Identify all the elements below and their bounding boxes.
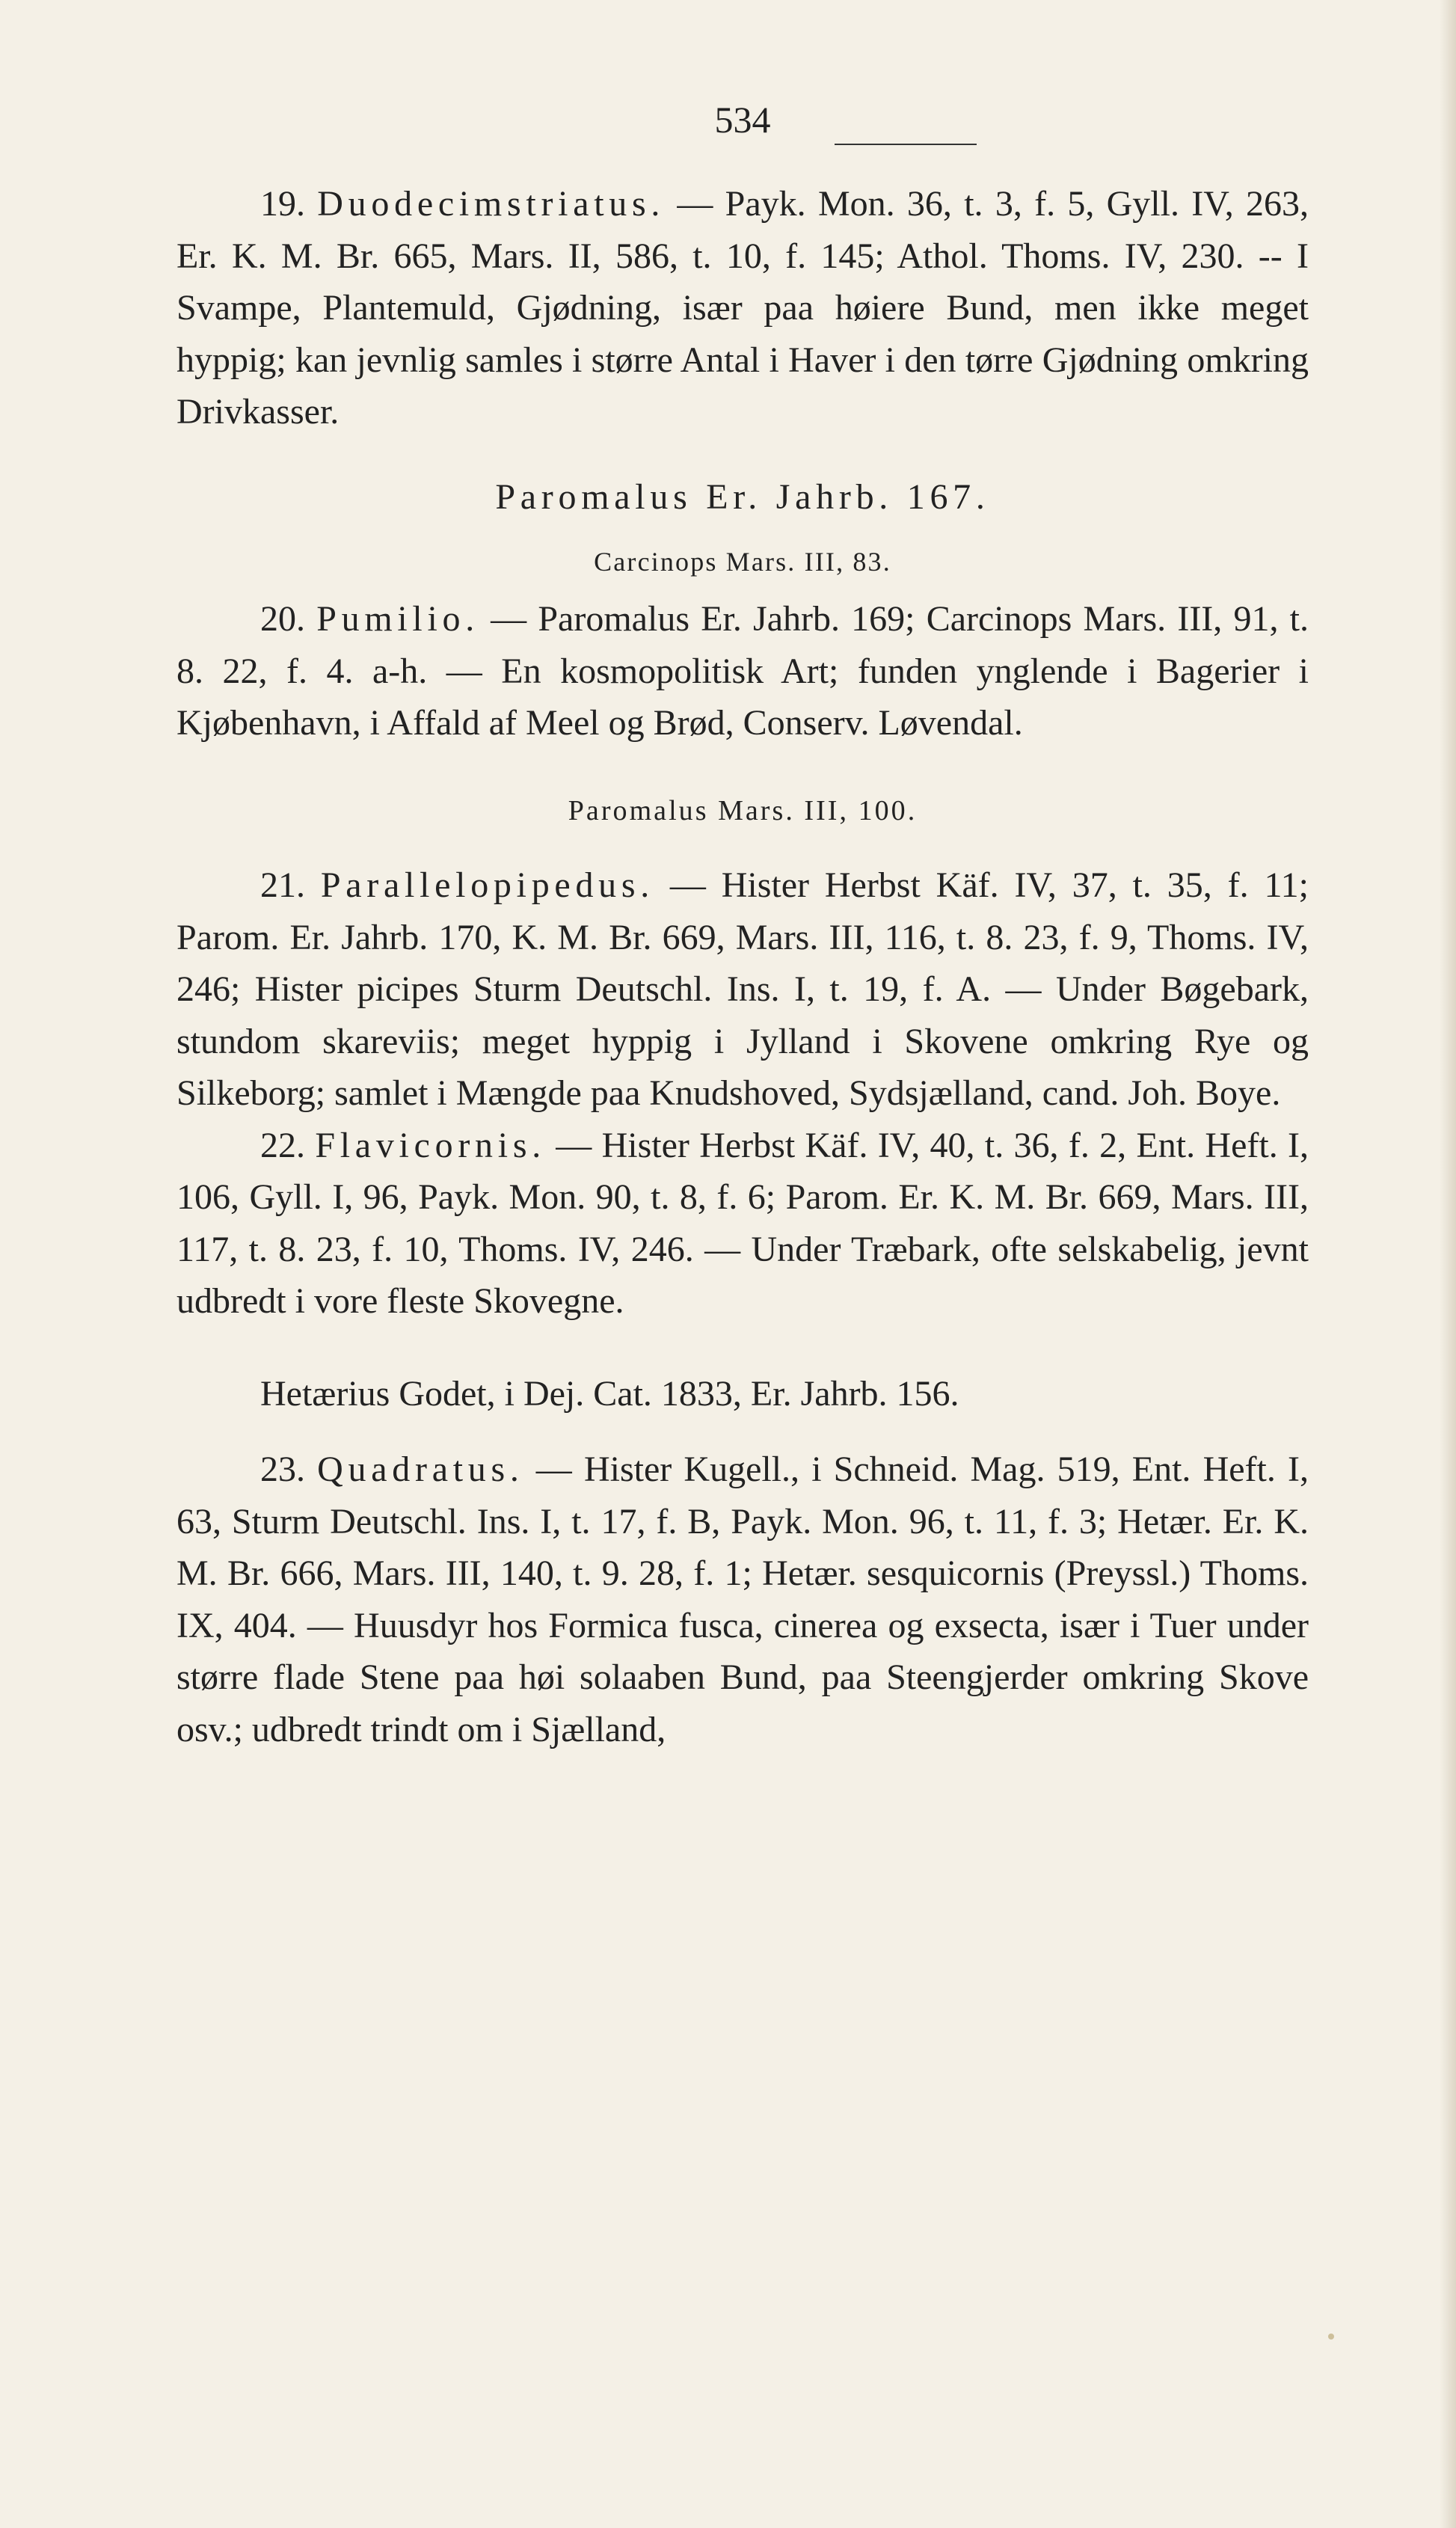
paper-speck: [1328, 2334, 1334, 2340]
species-name: Pumilio.: [316, 599, 479, 639]
entry-text: — Hister Herbst Käf. IV, 40, t. 36, f. 2, Ent. Heft. I, 106, Gyll. I, 96, Payk. Mon. 90, t. 8, f. 6; Parom. Er. K. M. Br. 669, Mars. III, 117, t. 8. 23, f. 10, Thoms. IV, 246. — Under Træbark, ofte selskabelig, jevnt udbredt i vore fleste Skovegne.: [176, 1125, 1309, 1321]
entry-text: — Hister Herbst Käf. IV, 37, t. 35, f. 11; Parom. Er. Jahrb. 170, K. M. Br. 669, Mars. III, 116, t. 8. 23, f. 9, Thoms. IV, 246; Hister picipes Sturm Deutschl. Ins. I, t. 19, f. A. — Under Bøgebark, stundom skareviis; meget hyppig i Jylland i Skovene omkring Rye og Silkeborg; samlet i Mængde paa Knudshoved, Sydsjælland, cand. Joh. Boye.: [176, 865, 1309, 1113]
genus-heading-hetaerius: Hetærius Godet, i Dej. Cat. 1833, Er. Jahrb. 156.: [260, 1373, 959, 1414]
species-name: Parallelopipedus.: [320, 865, 655, 905]
entry-number: 21.: [260, 865, 305, 905]
book-page: [176, 97, 1309, 1755]
species-name: Quadratus.: [317, 1449, 524, 1489]
entry-text: — Paromalus Er. Jahrb. 169; Carcinops Mars. III, 91, t. 8. 22, f. 4. a-h. — En kosmopolitisk Art; funden ynglende i Bagerier i Kjøbenhavn, i Affald af Meel og Brød, Conserv. Løvendal.: [176, 599, 1309, 743]
species-entry-19: [176, 178, 1309, 438]
entry-number: 19.: [260, 184, 305, 224]
page-body: [176, 178, 1309, 1755]
species-entry-22: [176, 1120, 1309, 1328]
genus-heading-paromalus: Paromalus Er. Jahrb. 167.: [495, 476, 990, 517]
species-entry-21: [176, 859, 1309, 1120]
entry-text: — Hister Kugell., i Schneid. Mag. 519, Ent. Heft. I, 63, Sturm Deutschl. Ins. I, t. 17, f. B, Payk. Mon. 96, t. 11, f. 3; Hetær. Er. K. M. Br. 666, Mars. III, 140, t. 9. 28, f. 1; Hetær. sesquicornis (Preyssl.) Thoms. IX, 404. — Huusdyr hos Formica fusca, cinerea og exsecta, især i Tuer under større flade Stene paa høi solaaben Bund, paa Steengjerder omkring Skove osv.; udbredt trindt om i Sjælland,: [176, 1449, 1309, 1749]
page-number: 534: [714, 99, 771, 141]
species-name: Flavicornis.: [315, 1125, 546, 1165]
page-edge: [1440, 0, 1456, 2528]
species-entry-23: [176, 1444, 1309, 1755]
synonym-heading-carcinops: Carcinops Mars. III, 83.: [594, 547, 891, 577]
entry-number: 23.: [260, 1449, 305, 1489]
entry-number: 20.: [260, 599, 305, 639]
genus-heading-paromalus-mars: Paromalus Mars. III, 100.: [568, 794, 918, 826]
entry-text: — Payk. Mon. 36, t. 3, f. 5, Gyll. IV, 263, Er. K. M. Br. 665, Mars. II, 586, t. 10, f. 145; Athol. Thoms. IV, 230. -- I Svampe, Plantemuld, Gjødning, især paa høiere Bund, men ikke meget hyppig; kan jevnlig samles i større Antal i Haver i den tørre Gjødning omkring Drivkasser.: [176, 184, 1309, 432]
entry-number: 22.: [260, 1125, 305, 1165]
species-name: Duodecimstriatus.: [317, 184, 666, 224]
species-entry-20: [176, 593, 1309, 749]
page-number-rule: [835, 144, 977, 145]
